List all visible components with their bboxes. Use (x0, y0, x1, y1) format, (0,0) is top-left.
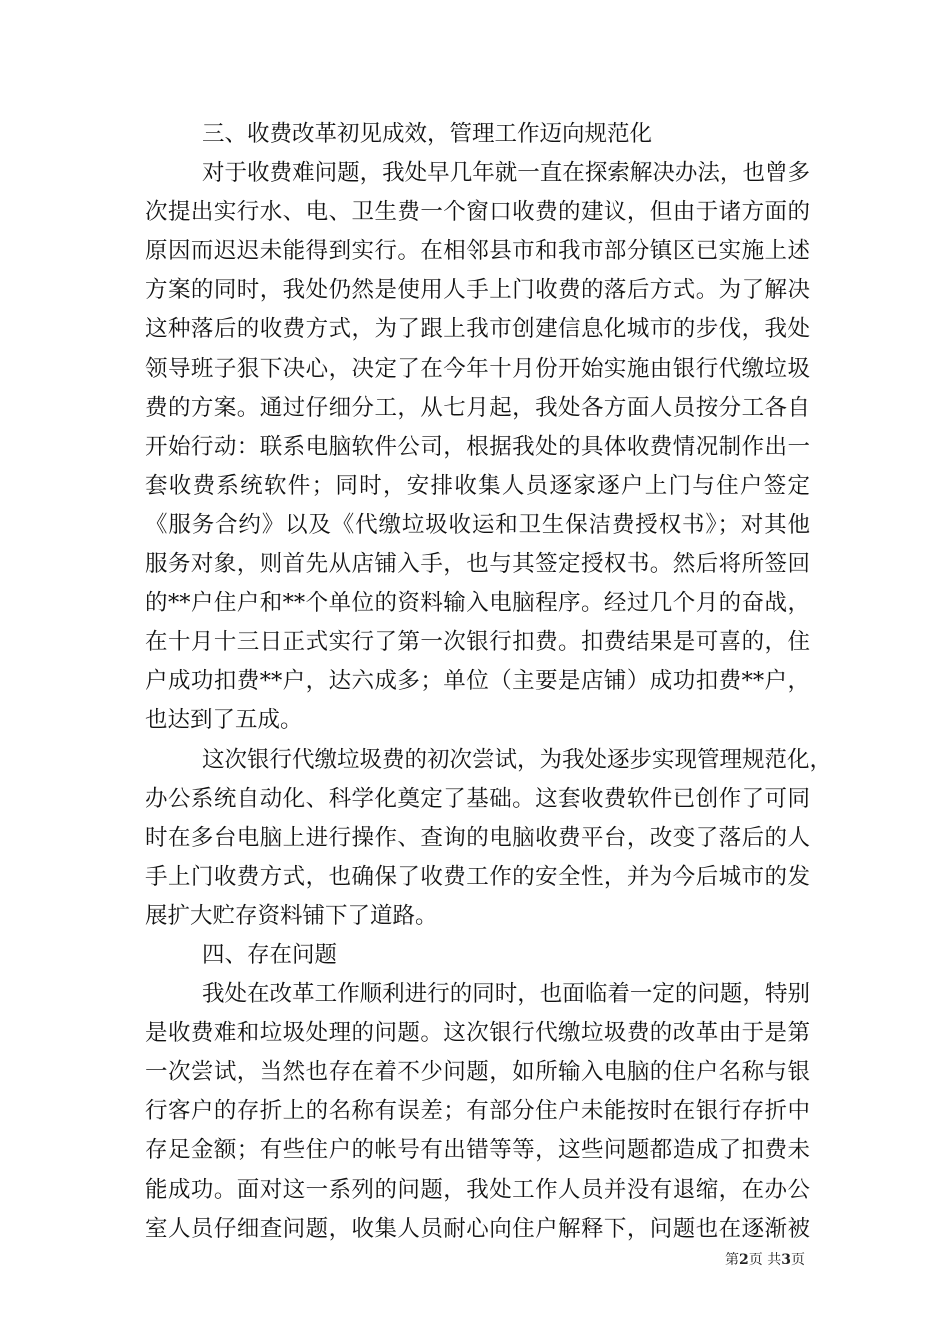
paragraph-line: 展扩大贮存资料铺下了道路。 (145, 902, 438, 929)
paragraph-line: 在十月十三日正式实行了第一次银行扣费。扣费结果是可喜的，住 (145, 629, 810, 656)
paragraph-line: 原因而迟迟未能得到实行。在相邻县市和我市部分镇区已实施上述 (145, 238, 810, 265)
footer-middle: 页 共 (748, 1252, 782, 1268)
paragraph-line: 这次银行代缴垃圾费的初次尝试，为我处逐步实现管理规范化， (202, 746, 833, 773)
section-heading-3: 三、收费改革初见成效，管理工作迈向规范化 (202, 121, 653, 147)
paragraph-line: 是收费难和垃圾处理的问题。这次银行代缴垃圾费的改革由于是第 (145, 1020, 810, 1047)
paragraph-line: 我处在改革工作顺利进行的同时，也面临着一定的问题，特别 (202, 981, 810, 1008)
paragraph-line: 能成功。面对这一系列的问题，我处工作人员并没有退缩，在办公 (145, 1176, 810, 1203)
paragraph-line: 时在多台电脑上进行操作、查询的电脑收费平台，改变了落后的人 (145, 824, 810, 851)
paragraph-line: 套收费系统软件；同时，安排收集人员逐家逐户上门与住户签定 (145, 472, 810, 499)
paragraph-line: 也达到了五成。 (145, 707, 303, 734)
paragraph-line: 办公系统自动化、科学化奠定了基础。这套收费软件已创作了可同 (145, 785, 810, 812)
paragraph-line: 次提出实行水、电、卫生费一个窗口收费的建议，但由于诸方面的 (145, 199, 810, 226)
paragraph-line: 服务对象，则首先从店铺入手，也与其签定授权书。然后将所签回 (145, 551, 810, 578)
paragraph-line: 手上门收费方式，也确保了收费工作的安全性，并为今后城市的发 (145, 863, 810, 890)
paragraph-line: 开始行动：联系电脑软件公司，根据我处的具体收费情况制作出一 (145, 433, 810, 460)
paragraph-line: 室人员仔细查问题，收集人员耐心向住户解释下，问题也在逐渐被 (145, 1215, 810, 1242)
paragraph-line: 费的方案。通过仔细分工，从七月起，我处各方面人员按分工各自 (145, 394, 810, 421)
footer-prefix: 第 (725, 1252, 740, 1268)
paragraph-line: 的**户住户和**个单位的资料输入电脑程序。经过几个月的奋战， (145, 590, 810, 617)
paragraph-line: 一次尝试，当然也存在着不少问题，如所输入电脑的住户名称与银 (145, 1059, 810, 1086)
footer-suffix: 页 (791, 1252, 805, 1268)
paragraph-line: 对于收费难问题，我处早几年就一直在探索解决办法，也曾多 (202, 160, 810, 187)
current-page-number: 2 (739, 1252, 749, 1268)
paragraph-line: 行客户的存折上的名称有误差；有部分住户未能按时在银行存折中 (145, 1098, 810, 1125)
document-body (145, 115, 833, 1249)
total-page-number: 3 (781, 1252, 791, 1268)
paragraph-line: 这种落后的收费方式，为了跟上我市创建信息化城市的步伐，我处 (145, 316, 810, 343)
paragraph-line: 户成功扣费**户，达六成多；单位（主要是店铺）成功扣费**户， (145, 668, 810, 695)
section-heading-4: 四、存在问题 (202, 941, 338, 968)
paragraph-line: 方案的同时，我处仍然是使用人手上门收费的落后方式。为了解决 (145, 277, 810, 304)
page-footer (725, 1249, 805, 1269)
paragraph-line: 《服务合约》以及《代缴垃圾收运和卫生保洁费授权书》；对其他 (145, 511, 810, 538)
paragraph-line: 存足金额；有些住户的帐号有出错等等，这些问题都造成了扣费未 (145, 1137, 810, 1164)
paragraph-line: 领导班子狠下决心，决定了在今年十月份开始实施由银行代缴垃圾 (145, 355, 810, 382)
